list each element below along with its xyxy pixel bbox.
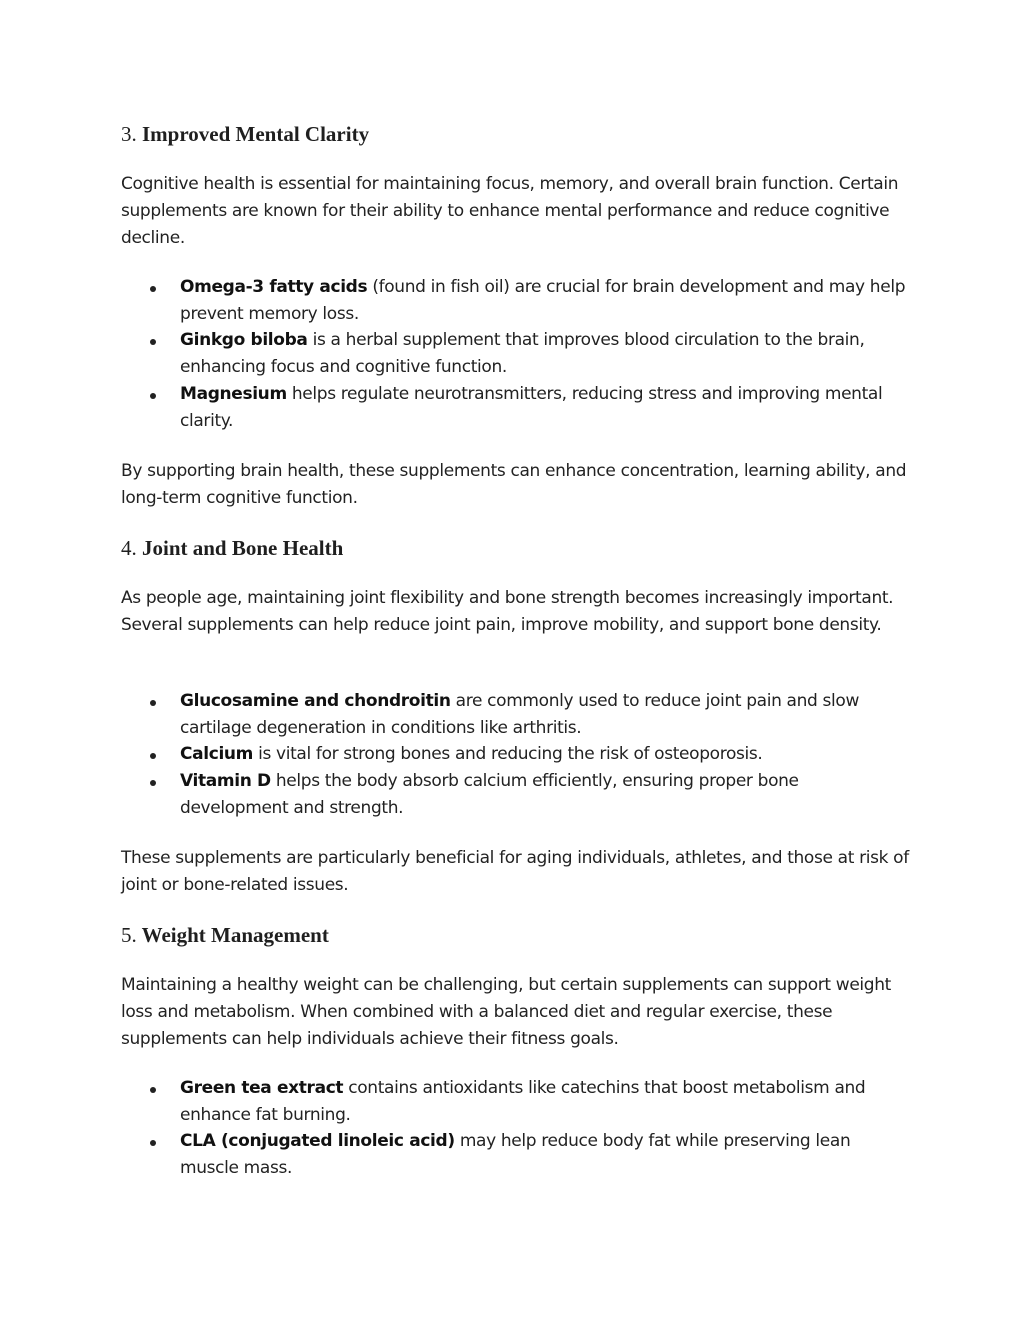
section-outro: These supplements are particularly beneficial for aging individuals, athletes, and those at risk of joint or bone-related issues.	[121, 848, 909, 895]
bullet-icon	[150, 1140, 156, 1146]
bullet-icon	[150, 780, 156, 786]
list-item-text: is vital for strong bones and reducing the risk of osteoporosis.	[253, 744, 763, 765]
section-title: Joint and Bone Health	[142, 536, 344, 560]
list-item-term: Magnesium	[180, 383, 287, 404]
list-item-term: CLA (conjugated linoleic acid)	[180, 1131, 455, 1152]
section-mental-clarity	[121, 121, 911, 147]
list-item-text: helps the body absorb calcium efficiently, ensuring proper bone development and strength.	[180, 771, 799, 818]
bullet-list	[121, 1075, 911, 1182]
bullet-icon	[150, 700, 156, 706]
bullet-icon	[150, 393, 156, 399]
bullet-icon	[150, 339, 156, 345]
section-joint-bone	[121, 535, 911, 561]
section-number: 4.	[121, 536, 137, 560]
list-item-text: (found in fish oil) are crucial for brain development and may help prevent memory loss.	[180, 277, 906, 324]
section-weight-management	[121, 922, 911, 948]
section-number: 5.	[121, 923, 137, 947]
section-number: 3.	[121, 122, 137, 146]
section-heading	[121, 535, 911, 561]
list-item	[121, 381, 911, 434]
list-item-term: Glucosamine and chondroitin	[180, 691, 451, 711]
bullet-icon	[150, 286, 156, 292]
section-heading	[121, 121, 911, 147]
list-item	[121, 274, 911, 327]
list-item-text: may help reduce body fat while preserving lean muscle mass.	[180, 1131, 851, 1179]
list-item-term: Omega-3 fatty acids	[180, 277, 368, 297]
bullet-list	[121, 688, 911, 822]
section-intro: As people age, maintaining joint flexibility and bone strength becomes increasingly important. Several supplements can help reduce joint pain, improve mobility, and support bone density.	[121, 588, 894, 635]
section-outro: By supporting brain health, these supplements can enhance concentration, learning ability, and long-term cognitive function.	[121, 461, 907, 508]
list-item-term: Vitamin D	[180, 771, 271, 792]
section-title: Improved Mental Clarity	[142, 122, 370, 146]
section-intro: Maintaining a healthy weight can be challenging, but certain supplements can support weight loss and metabolism. When combined with a balanced diet and regular exercise, these supplements can help individuals achieve their fitness goals.	[121, 975, 891, 1049]
list-item-term: Green tea extract	[180, 1078, 344, 1098]
bullet-list	[121, 274, 911, 434]
bullet-icon	[150, 753, 156, 759]
list-item-text: are commonly used to reduce joint pain and slow cartilage degeneration in conditions like arthritis.	[180, 691, 860, 738]
list-item-term: Ginkgo biloba	[180, 330, 308, 351]
section-heading	[121, 922, 911, 948]
bullet-icon	[150, 1087, 156, 1093]
list-item	[121, 768, 911, 821]
section-title: Weight Management	[141, 923, 329, 947]
list-item	[121, 688, 911, 741]
list-item-term: Calcium	[180, 744, 254, 765]
list-item	[121, 1075, 911, 1128]
list-item-text: is a herbal supplement that improves blood circulation to the brain, enhancing focus and cognitive function.	[180, 330, 865, 378]
list-item	[121, 327, 911, 380]
section-intro: Cognitive health is essential for maintaining focus, memory, and overall brain function. Certain supplements are known for their ability to enhance mental performance and reduce cognitive decline.	[121, 174, 899, 248]
list-item	[121, 741, 911, 768]
list-item-text: helps regulate neurotransmitters, reducing stress and improving mental clarity.	[180, 383, 883, 431]
list-item	[121, 1128, 911, 1181]
list-item-text: contains antioxidants like catechins that boost metabolism and enhance fat burning.	[180, 1078, 866, 1125]
